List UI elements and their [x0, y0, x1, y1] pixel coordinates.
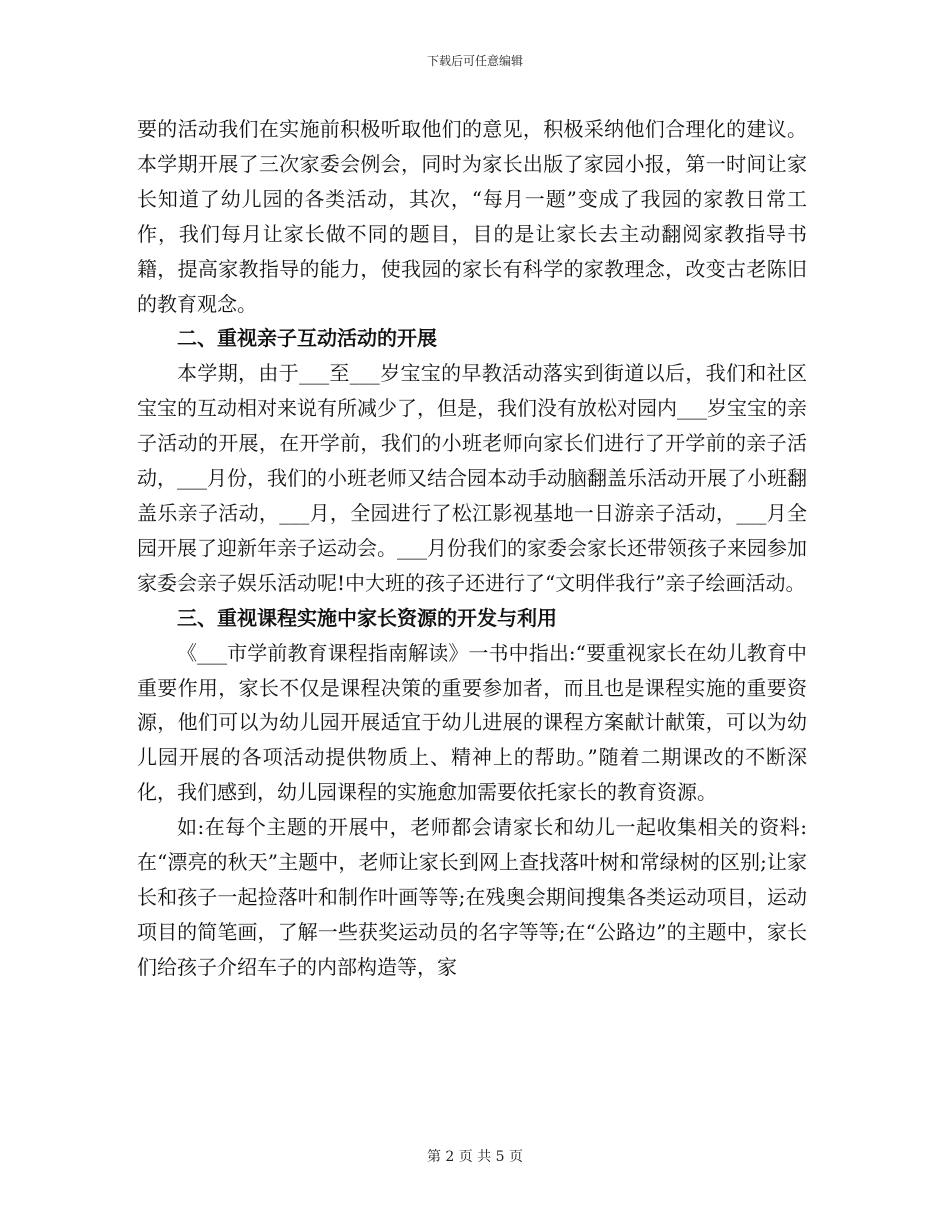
- section-heading-parent-child: 二、重视亲子互动活动的开展: [177, 326, 437, 351]
- paragraph-theme-examples: 如:在每个主题的开展中，老师都会请家长和幼儿一起收集相关的资料:在“漂亮的秋天”主题中，老师让家长到网上查找落叶树和常绿树的区别;让家长和孩子一起捡落叶和制作叶画等等;在残奥会期间搜集各类运动项目，运动项目的简笔画，了解一些获奖运动员的名字等等;在“公路边”的主题中，家长们给孩子介绍车子的内部构造等，家: [137, 815, 807, 979]
- document-body: [137, 112, 807, 985]
- page-header: 下载后可任意编辑: [426, 54, 523, 68]
- paragraph-curriculum-guide: 《___市学前教育课程指南解读》一书中指出:“要重视家长在幼儿教育中重要作用，家长不仅是课程决策的重要参加者，而且也是课程实施的重要资源，他们可以为幼儿园开展适宜于幼儿进展的课程方案献计献策，可以为幼儿园开展的各项活动提供物质上、精神上的帮助。”随着二期课改的不断深化，我们感到，幼儿园课程的实施愈加需要依托家长的教育资源。: [137, 640, 807, 805]
- paragraph-family-committee: 要的活动我们在实施前积极听取他们的意见，积极采纳他们合理化的建议。本学期开展了三次家委会例会，同时为家长出版了家园小报，第一时间让家长知道了幼儿园的各类活动，其次，“每月一题”变成了我园的家教日常工作，我们每月让家长做不同的题目，目的是让家长去主动翻阅家教指导书籍，提高家教指导的能力，使我园的家长有科学的家教理念，改变古老陈旧的教育观念。: [137, 117, 807, 316]
- section-heading-parent-resources: 三、重视课程实施中家长资源的开发与利用: [177, 605, 557, 630]
- paragraph-parent-child-activities: 本学期，由于___至___岁宝宝的早教活动落实到街道以后，我们和社区宝宝的互动相对来说有所减少了，但是，我们没有放松对园内___岁宝宝的亲子活动的开展，在开学前，我们的小班老师向家长们进行了开学前的亲子活动，___月份，我们的小班老师又结合园本动手动脑翻盖乐活动开展了小班翻盖乐亲子活动，___月，全园进行了松江影视基地一日游亲子活动，___月全园开展了迎新年亲子运动会。___月份我们的家委会家长还带领孩子来园参加家委会亲子娱乐活动呢!中大班的孩子还进行了“文明伴我行”亲子绘画活动。: [137, 361, 807, 595]
- page-footer: 第 2 页 共 5 页: [426, 1149, 524, 1165]
